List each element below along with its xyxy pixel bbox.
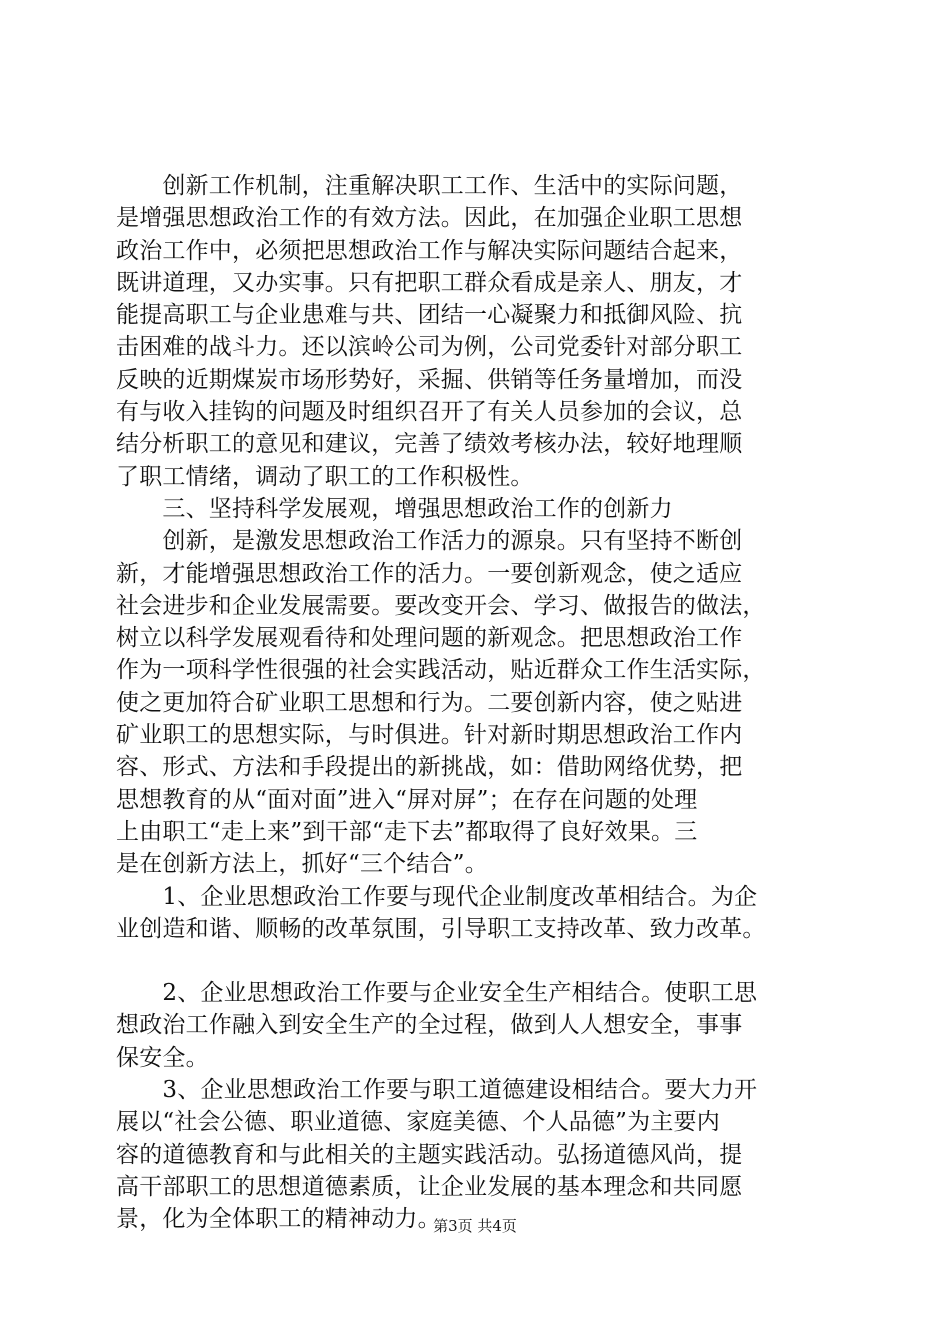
text-line: 容的道德教育和与此相关的主题实践活动。弘扬道德风尚，提 [116, 1141, 743, 1168]
text-line: 使之更加符合矿业职工思想和行为。二要创新内容，使之贴进 [116, 689, 743, 716]
text-line: 是在创新方法上，抓好“三个结合”。 [116, 851, 488, 878]
text-line: 3、企业思想政治工作要与职工道德建设相结合。要大力开 [116, 1077, 758, 1104]
text-line: 保安全。 [116, 1044, 209, 1071]
text-line: 政治工作中，必须把思想政治工作与解决实际问题结合起来， [116, 237, 743, 264]
text-line: 思想教育的从“面对面”进入“屏对屏”；在存在问题的处理 [116, 786, 698, 813]
text-line: 创新，是激发思想政治工作活力的源泉。只有坚持不断创 [116, 528, 743, 555]
text-line: 新，才能增强思想政治工作的活力。一要创新观念，使之适应 [116, 560, 743, 587]
text-line: 景，化为全体职工的精神动力。 [116, 1206, 441, 1233]
text-line: 作为一项科学性很强的社会实践活动，贴近群众工作生活实际， [116, 657, 766, 684]
text-line: 容、形式、方法和手段提出的新挑战，如：借助网络优势，把 [116, 754, 743, 781]
text-line: 展以“社会公德、职业道德、家庭美德、个人品德”为主要内 [116, 1109, 720, 1136]
page-footer: 第3页 共4页 [433, 1217, 517, 1235]
text-line: 创新工作机制，注重解决职工工作、生活中的实际问题， [116, 173, 743, 199]
text-line: 想政治工作融入到安全生产的全过程，做到人人想安全，事事 [116, 1012, 743, 1039]
text-line: 矿业职工的思想实际，与时俱进。针对新时期思想政治工作内 [116, 722, 743, 749]
body-text [116, 170, 851, 1236]
text-line: 2、企业思想政治工作要与企业安全生产相结合。使职工思 [116, 980, 758, 1007]
text-line: 有与收入挂钩的问题及时组织召开了有关人员参加的会议，总 [116, 399, 743, 426]
text-line: 1、企业思想政治工作要与现代企业制度改革相结合。为企 [116, 883, 758, 910]
text-line: 能提高职工与企业患难与共、团结一心凝聚力和抵御风险、抗 [116, 302, 743, 329]
text-line: 反映的近期煤炭市场形势好，采掘、供销等任务量增加，而没 [116, 366, 743, 393]
text-line: 三、坚持科学发展观，增强思想政治工作的创新力 [116, 495, 673, 522]
text-line: 结分析职工的意见和建议，完善了绩效考核办法，较好地理顺 [116, 431, 743, 458]
text-line: 是增强思想政治工作的有效方法。因此，在加强企业职工思想 [116, 205, 743, 232]
text-line: 业创造和谐、顺畅的改革氛围，引导职工支持改革、致力改革。 [116, 915, 766, 942]
text-line: 社会进步和企业发展需要。要改变开会、学习、做报告的做法， [116, 592, 766, 619]
text-line [116, 945, 851, 977]
text-line: 既讲道理，又办实事。只有把职工群众看成是亲人、朋友，才 [116, 269, 743, 296]
text-line: 击困难的战斗力。还以滨岭公司为例，公司党委针对部分职工 [116, 334, 743, 361]
text-line: 上由职工“走上来”到干部“走下去”都取得了良好效果。三 [116, 818, 698, 845]
text-line: 高干部职工的思想道德素质，让企业发展的基本理念和共同愿 [116, 1173, 743, 1200]
text-line: 树立以科学发展观看待和处理问题的新观念。把思想政治工作 [116, 625, 743, 652]
text-line: 了职工情绪，调动了职工的工作积极性。 [116, 463, 534, 490]
